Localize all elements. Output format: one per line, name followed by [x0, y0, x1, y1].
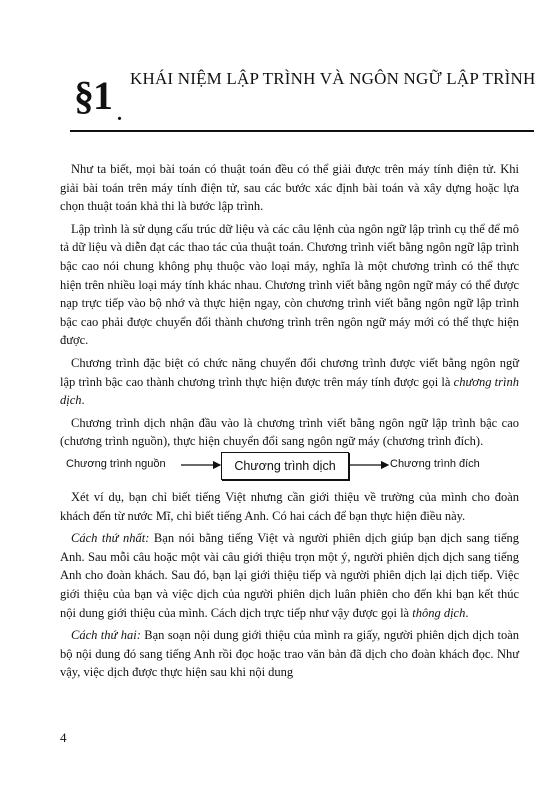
body-text-top: [60, 160, 519, 455]
section-number: §1: [74, 73, 112, 118]
paragraph-text: Bạn soạn nội dung giới thiệu của mình ra giấy, người phiên dịch dịch toàn bộ nội dung đó sang tiếng Anh rồi đọc hoặc trao văn bản đã dịch cho đoàn khách đọc. Như vậy, việc dịch được thực hiện sau khi nội dung: [60, 628, 519, 680]
italic-term: Cách thứ nhất:: [71, 531, 150, 546]
section-heading: [70, 62, 540, 132]
italic-term: Cách thứ hai:: [71, 628, 141, 643]
flow-compiler-label: Chương trình dịch: [234, 459, 336, 473]
paragraph: [60, 488, 519, 525]
compiler-flow-diagram: [60, 450, 519, 484]
section-title: KHÁI NIỆM LẬP TRÌNH VÀ NGÔN NGỮ LẬP TRÌNH: [130, 69, 536, 88]
heading-underline: [70, 130, 534, 132]
paragraph-text: Lập trình là sử dụng cấu trúc dữ liệu và các câu lệnh của ngôn ngữ lập trình cụ thể để mô tả dữ liệu và diễn đạt các thao tác của thuật toán. Chương trình viết bằng ngôn ngữ lập trình bậc cao nói chung không phụ thuộc vào loại máy, nghĩa là một chương trình có thể thực hiện trên nhiều loại máy tính khác nhau. Chương trình viết bằng ngôn ngữ máy có thể được nạp trực tiếp vào bộ nhớ và thực hiện ngay, còn chương trình viết bằng ngôn ngữ lập trình bậc cao phải được chuyển đổi thành chương trình trên ngôn ngữ máy mới có thể thực hiện được.: [60, 221, 519, 348]
section-number-dot: .: [117, 103, 122, 125]
body-text-bottom: [60, 488, 519, 686]
italic-term: thông dịch: [412, 605, 466, 620]
flow-compiler-box: [221, 452, 349, 480]
flow-input-label: Chương trình nguồn: [66, 458, 166, 470]
paragraph: [60, 160, 519, 216]
flow-output-label: Chương trình đích: [390, 458, 480, 470]
paragraph: [60, 529, 519, 622]
paragraph-text: Chương trình đặc biệt có chức năng chuyển đổi chương trình được viết bằng ngôn ngữ lập trình bậc cao thành chương trình thực hiện được trên máy tính được gọi là: [60, 355, 519, 389]
paragraph: [60, 354, 519, 410]
paragraph-text: Như ta biết, mọi bài toán có thuật toán đều có thể giải được trên máy tính điện tử. Khi giải bài toán trên máy tính điện tử, sau các bước xác định bài toán và xây dựng hoặc lựa chọn thuật toán khả thi là bước lập trình.: [60, 162, 519, 214]
paragraph-text: Xét ví dụ, bạn chỉ biết tiếng Việt nhưng cần giới thiệu về trường của mình cho đoàn khách đến từ nước Mĩ, chỉ biết tiếng Anh. Có hai cách để bạn thực hiện điều này.: [60, 490, 519, 523]
italic-term: chương trình dịch: [60, 374, 519, 408]
paragraph-text: Bạn nói bằng tiếng Việt và người phiên dịch giúp bạn dịch sang tiếng Anh. Sau mỗi câu hoặc một vài câu giới thiệu trọn một ý, người phiên dịch dịch sang tiếng Anh cho đoàn khách. Sau đó, bạn lại giới thiệu tiếp và người phiên dịch lại dịch tiếp. Việc giới thiệu của bạn và việc dịch của người phiên dịch luân phiên cho đến khi bạn kết thúc nội dung giới thiệu của mình. Cách dịch trực tiếp như vậy được gọi là: [60, 531, 520, 620]
page-number: 4: [60, 730, 67, 745]
paragraph-text: .: [465, 605, 469, 620]
paragraph: [60, 220, 519, 350]
paragraph-text: .: [81, 393, 85, 408]
paragraph-text: Chương trình dịch nhận đầu vào là chương trình viết bằng ngôn ngữ lập trình bậc cao (chương trình nguồn), thực hiện chuyển đổi sang ngôn ngữ máy (chương trình đích).: [60, 415, 519, 449]
paragraph: [60, 626, 519, 682]
paragraph: [60, 414, 519, 451]
